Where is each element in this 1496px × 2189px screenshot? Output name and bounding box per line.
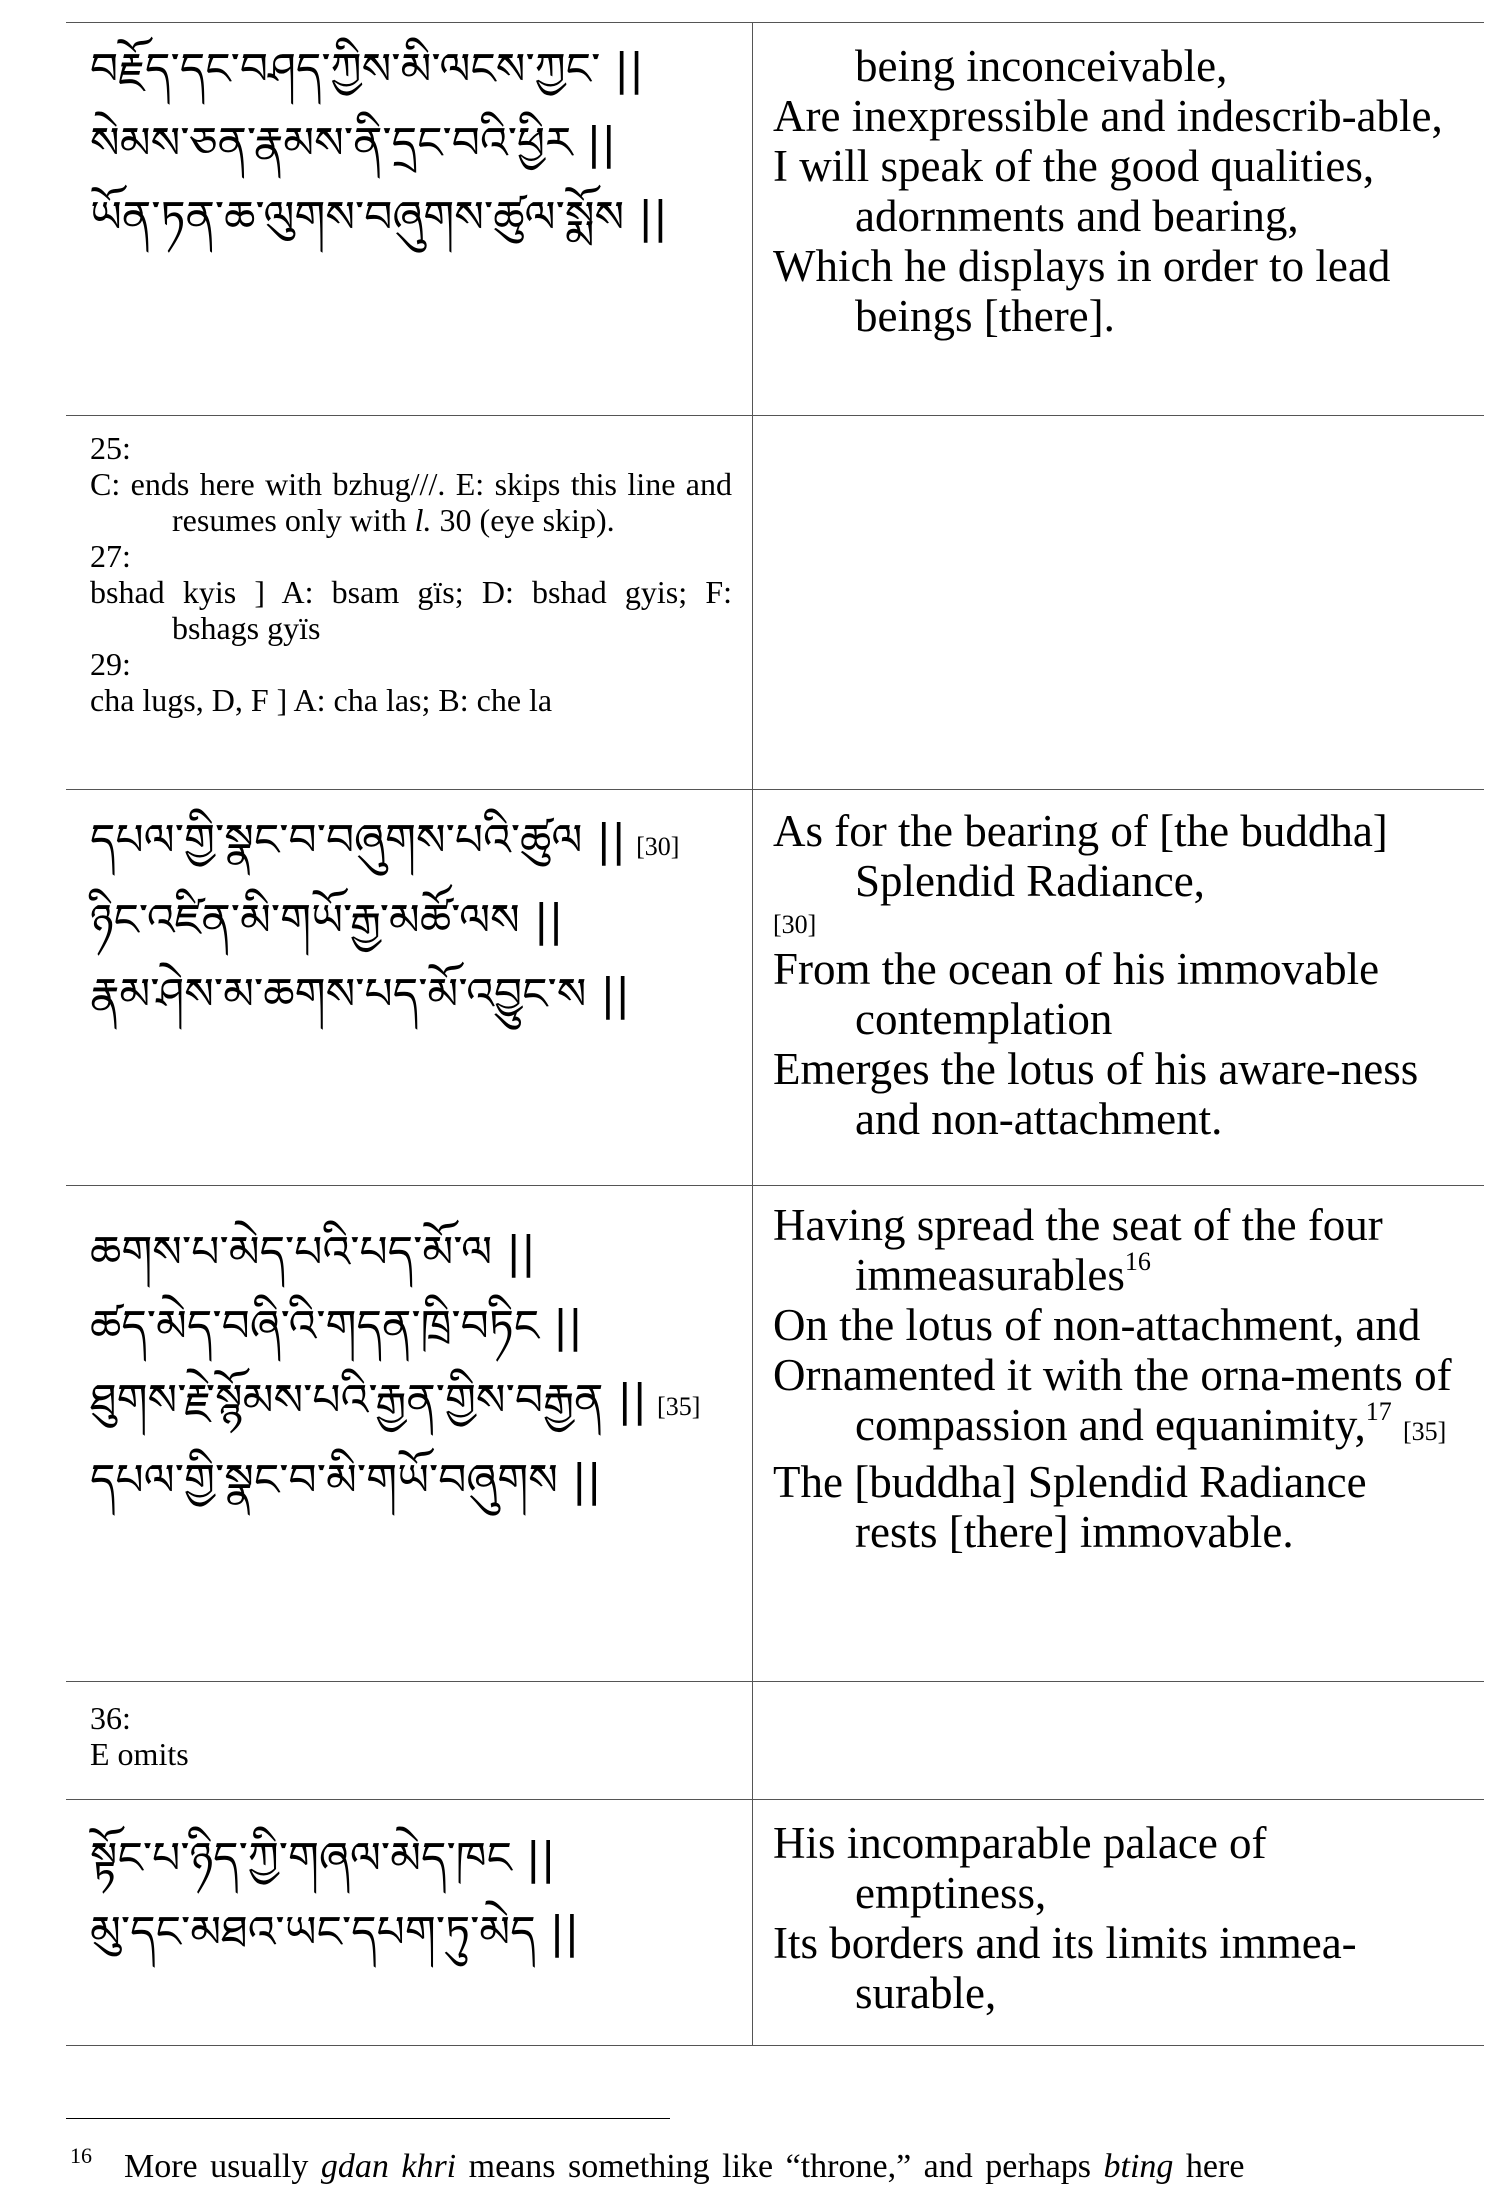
- table-row: [66, 1800, 1484, 2046]
- tibetan-line: ཆགས་པ་མེད་པའི་པད་མོ་ལ ||: [90, 1227, 536, 1278]
- english-line: being inconceivable,: [855, 41, 1228, 91]
- table-row: [66, 1186, 1484, 1682]
- table-row: [66, 22, 1484, 416]
- note-line-number: 29:: [90, 646, 131, 682]
- apparatus-entry: [90, 430, 732, 538]
- english-cell: [753, 1186, 1484, 1681]
- tibetan-line: ཉིང་འཛིན་མི་གཡོ་རྒྱ་མཚོ་ལས ||: [90, 895, 564, 946]
- footnote-marker: 16: [1124, 1247, 1151, 1276]
- empty-cell: [753, 1682, 1484, 1799]
- footnote-term: gdan khri: [320, 2148, 457, 2185]
- tibetan-cell: [66, 1800, 753, 2045]
- english-line: As for the bearing of [the buddha] Splendid Radiance,: [773, 806, 1388, 906]
- english-line: Are inexpressible and indescrib-able,: [773, 91, 1443, 141]
- apparatus-cell: [66, 416, 753, 789]
- tibetan-line: ཚད་མེད་བཞི་འི་གདན་ཁྲི་བཏིང ||: [90, 1301, 583, 1352]
- empty-cell: [753, 416, 1484, 789]
- tibetan-cell: [66, 790, 753, 1185]
- tibetan-line: ཡོན་ཏན་ཆ་ལུགས་བཞུགས་ཚུལ་སྨོས ||: [90, 192, 668, 243]
- english-cell: [753, 790, 1484, 1185]
- line-number: [35]: [1402, 1417, 1447, 1446]
- tibetan-line: རྣམ་ཤེས་མ་ཆགས་པད་མོ་འབྱུང་ས ||: [90, 969, 631, 1020]
- english-line-number: [30]: [773, 910, 817, 939]
- verse-table: [66, 22, 1484, 2046]
- english-line: The [buddha] Splendid Radiance rests [there] immovable.: [773, 1457, 1367, 1557]
- footnote-number: 16: [70, 2143, 92, 2168]
- note-text: C: ends here with bzhug///. E: skips this line and resumes only with l. 30 (eye skip).: [90, 466, 732, 538]
- note-line-number: 36:: [90, 1700, 131, 1736]
- apparatus-entry: [90, 646, 732, 718]
- english-line: His incomparable palace of emptiness,: [773, 1818, 1267, 1918]
- tibetan-line: དཔལ་གྱི་སྣང་བ་བཞུགས་པའི་ཚུལ || [30]: [90, 815, 680, 866]
- apparatus-cell: [66, 1682, 753, 1799]
- english-line: Having spread the seat of the four immeasurables$^{16}$: [773, 1200, 1383, 1300]
- footnote-term: bting: [1103, 2148, 1174, 2185]
- note-text: bshad kyis ] A: bsam gïs; D: bshad gyis; F: bshags gyïs: [90, 574, 732, 646]
- apparatus-entry: [90, 538, 732, 646]
- note-text: E omits: [90, 1736, 189, 1772]
- tibetan-line: ཐུགས་རྗེ་སྙོམས་པའི་རྒྱན་གྱིས་བརྒྱན || [35]: [90, 1375, 701, 1426]
- tibetan-line: སེམས་ཅན་རྣམས་ནི་དྲང་བའི་ཕྱིར ||: [90, 118, 617, 169]
- english-line: Its borders and its limits immea-surable,: [773, 1918, 1357, 2018]
- tibetan-line: མུ་དང་མཐའ་ཡང་དཔག་ཏུ་མེད ||: [90, 1907, 580, 1958]
- note-line-number: 25:: [90, 430, 131, 466]
- english-cell: [753, 23, 1484, 415]
- english-line: From the ocean of his immovable contemplation: [773, 944, 1380, 1044]
- tibetan-cell: [66, 23, 753, 415]
- english-line: Emerges the lotus of his aware-ness and non-attachment.: [773, 1044, 1419, 1144]
- apparatus-row: [66, 416, 1484, 790]
- table-row: [66, 790, 1484, 1186]
- tibetan-line: སྟོང་པ་ཉིད་ཀྱི་གཞལ་མེད་ཁང ||: [90, 1833, 556, 1884]
- apparatus-row: [66, 1682, 1484, 1800]
- footnote: $^{16}$ More usually gdan khri means something like “throne,” and perhaps bting here: [70, 2143, 1245, 2185]
- tibetan-line: བརྗོད་དང་བཤད་ཀྱིས་མི་ལངས་ཀྱང་ ||: [90, 44, 644, 95]
- tibetan-cell: [66, 1186, 753, 1681]
- tibetan-line: དཔལ་གྱི་སྣང་བ་མི་གཡོ་བཞུགས ||: [90, 1455, 602, 1506]
- note-line-number: 27:: [90, 538, 131, 574]
- english-cell: [753, 1800, 1484, 2045]
- line-number: [35]: [657, 1392, 701, 1421]
- english-line: I will speak of the good qualities, adornments and bearing,: [773, 141, 1375, 241]
- note-text: cha lugs, D, F ] A: cha las; B: che la: [90, 682, 553, 718]
- footnote-marker: 17: [1365, 1397, 1392, 1426]
- english-line: Which he displays in order to lead beings [there].: [773, 241, 1391, 341]
- english-line: Ornamented it with the orna-ments of compassion and equanimity,$^{17}$ [35]: [773, 1350, 1452, 1450]
- english-line: On the lotus of non-attachment, and: [773, 1300, 1421, 1350]
- footnote-rule: [66, 2118, 670, 2119]
- line-number: [30]: [636, 832, 680, 861]
